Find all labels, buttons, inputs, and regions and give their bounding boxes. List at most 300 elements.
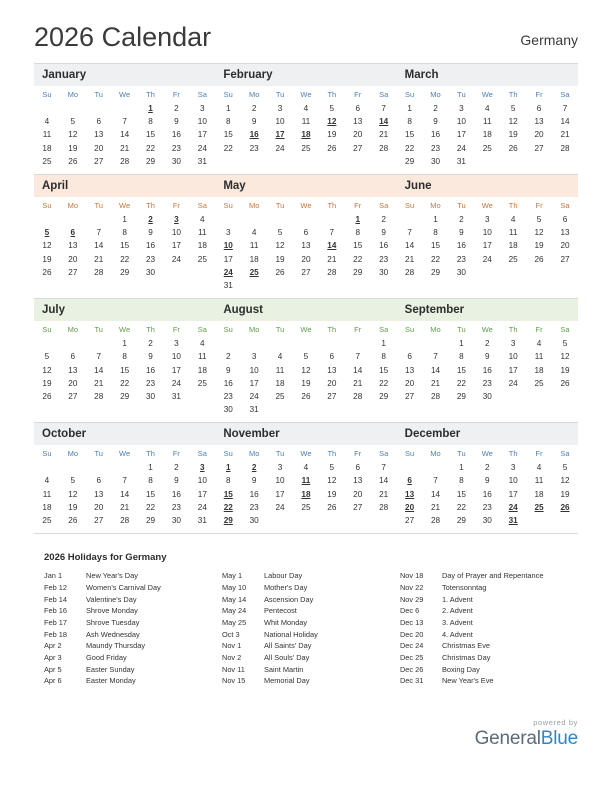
weekday-header: Mo [430,200,441,210]
day-cell: 11 [534,476,544,486]
day-cell: 21 [430,502,441,512]
list-item [400,617,578,629]
day-cell: 17 [197,489,207,499]
week-row [215,213,396,226]
day-cell-empty [34,337,60,350]
month-name: April [34,175,215,197]
holiday-name: Pentecost [263,606,297,616]
list-item [222,582,400,594]
day-cell: 18 [249,254,259,264]
day-cell: 13 [94,130,104,140]
day-cell: 28 [405,267,415,277]
day-cell: 25 [301,502,311,512]
week-row [215,488,396,501]
day-cell: 28 [120,156,130,166]
day-cell: 18 [197,241,207,251]
day-cell: 2 [251,463,257,473]
day-cell: 6 [70,352,76,362]
day-cell: 3 [277,104,283,114]
day-cell: 16 [171,130,181,140]
day-cell: 16 [482,489,492,499]
day-cell: 21 [327,254,337,264]
day-cell-empty [500,266,526,279]
day-cell: 6 [355,104,360,114]
day-cell: 4 [200,215,205,225]
week-row [34,115,215,128]
day-cell: 10 [482,228,492,238]
holiday-date: Dec 31 [399,676,424,686]
day-cell-empty [319,514,345,527]
list-item [400,652,578,664]
day-cell: 8 [407,117,412,127]
month-table [397,323,578,403]
week-row [397,514,578,527]
day-cell: 9 [174,117,179,127]
day-cell: 28 [430,391,441,401]
weekday-header: Th [146,90,155,99]
day-cell: 19 [327,130,337,140]
week-row [215,128,396,141]
weekday-header: Fr [172,200,180,210]
weekday-header: Th [327,325,337,335]
day-cell: 21 [405,254,415,264]
week-row [34,474,215,487]
powered-by-label: powered by [533,718,578,727]
day-cell: 26 [42,267,52,277]
month-name: July [34,299,215,321]
day-cell: 28 [94,391,104,401]
month-name: September [397,299,578,321]
day-cell: 10 [223,241,233,251]
quarter-row [34,174,578,298]
day-cell: 18 [275,378,285,388]
holiday-date: Dec 20 [399,629,424,639]
day-cell: 23 [482,378,492,388]
day-cell: 16 [249,130,259,140]
weekday-header: Tu [457,200,466,210]
holiday-date: Nov 22 [399,582,424,592]
day-cell: 28 [94,267,104,277]
day-cell: 26 [508,143,518,153]
week-row [34,390,215,403]
day-cell: 7 [407,228,412,238]
holiday-date: Nov 11 [221,664,245,674]
holiday-name: Easter Monday [86,676,136,686]
weekday-header: We [481,200,493,210]
day-cell: 17 [171,241,181,251]
week-row [215,461,396,474]
day-cell: 13 [301,241,311,251]
month-block [215,64,396,174]
week-row [397,390,578,403]
day-cell: 29 [379,391,389,401]
day-cell: 22 [223,502,233,512]
day-cell-empty [86,461,112,474]
day-cell: 25 [275,391,285,401]
weekday-header: Sa [379,90,389,99]
week-row [215,142,396,155]
day-cell: 30 [171,156,181,166]
month-table [215,323,396,416]
week-row [215,226,396,239]
day-cell: 16 [456,241,466,251]
day-cell: 12 [68,130,78,140]
day-cell: 1 [459,339,464,349]
weekday-header: Mo [67,90,79,99]
day-cell: 18 [534,489,544,499]
day-cell: 29 [430,267,441,277]
day-cell: 26 [275,267,285,277]
day-cell-empty [267,213,293,226]
day-cell: 27 [94,516,104,526]
day-cell: 19 [560,489,570,499]
week-row [397,102,578,115]
day-cell-empty [526,155,552,168]
day-cell: 31 [197,156,207,166]
weekday-header: Mo [67,449,79,459]
day-cell: 16 [249,489,259,499]
day-cell: 29 [353,267,363,277]
day-cell: 29 [223,516,233,526]
weekday-header: Su [42,325,52,335]
day-cell: 31 [456,156,466,166]
day-cell-empty [423,461,449,474]
day-cell: 14 [430,489,441,499]
day-cell: 22 [456,502,466,512]
day-cell: 6 [536,104,542,114]
holiday-date: Apr 2 [44,641,62,651]
day-cell: 13 [353,476,363,486]
day-cell: 6 [562,215,568,225]
week-row [397,115,578,128]
holiday-date: Nov 2 [221,652,242,662]
holiday-date: Nov 1 [221,641,242,651]
weekday-header: Fr [172,449,180,459]
day-cell: 4 [44,476,50,486]
holiday-name: 4. Advent [441,629,473,639]
day-cell: 5 [44,228,50,238]
list-item [44,582,222,594]
day-cell: 29 [120,391,130,401]
weekday-header: Su [405,200,415,210]
holiday-name: 2. Advent [441,606,473,616]
holiday-column [400,570,578,687]
day-cell-empty [500,390,526,403]
day-cell: 12 [68,489,78,499]
week-row [397,239,578,252]
holiday-date: Dec 13 [399,617,424,627]
month-table [397,447,578,527]
day-cell: 1 [355,215,360,225]
week-row [397,266,578,279]
calendar-grid [34,63,578,534]
day-cell: 11 [198,228,207,238]
weekday-header: Sa [560,325,570,335]
weekday-header: Mo [248,325,260,335]
day-cell: 4 [200,339,205,349]
day-cell: 1 [459,463,464,473]
weekday-header: Fr [354,449,362,459]
day-cell-empty [552,266,578,279]
weekday-header: Sa [379,200,389,210]
day-cell: 18 [301,489,311,499]
day-cell: 26 [534,254,544,264]
day-cell: 30 [482,391,492,401]
holiday-date: Feb 12 [44,582,68,592]
day-cell: 10 [275,117,285,127]
day-cell-empty [500,155,526,168]
weekday-header: Fr [354,200,362,210]
weekday-header: Su [42,200,52,210]
week-row [397,337,578,350]
day-cell: 22 [145,502,156,512]
list-item [44,640,222,652]
week-row [215,363,396,376]
day-cell: 3 [251,352,257,362]
day-cell: 25 [197,378,207,388]
weekday-header: Fr [535,200,543,210]
weekday-header: We [119,90,131,99]
holiday-name: 1. Advent [441,594,473,604]
day-cell: 18 [197,365,207,375]
day-cell: 4 [251,228,257,238]
day-cell: 1 [148,104,153,114]
day-cell: 8 [381,352,386,362]
day-cell: 10 [171,352,181,362]
holiday-name: Maundy Thursday [86,641,146,651]
holiday-name: Shrove Tuesday [86,617,140,627]
day-cell: 11 [198,352,207,362]
day-cell: 8 [459,352,464,362]
list-item [222,617,400,629]
day-cell: 21 [120,143,130,153]
day-cell: 20 [405,378,415,388]
day-cell-empty [371,403,397,416]
day-cell: 12 [42,241,52,251]
day-cell: 21 [379,130,389,140]
day-cell: 6 [407,352,412,362]
weekday-header: We [300,325,312,335]
day-cell: 19 [534,241,544,251]
week-row [215,474,396,487]
holiday-date: Nov 18 [399,571,424,581]
weekday-header: Sa [197,200,207,210]
week-row [34,226,215,239]
day-cell: 4 [536,339,542,349]
weekday-header: Tu [275,200,285,210]
day-cell: 21 [120,502,130,512]
day-cell: 24 [197,502,207,512]
week-row [397,213,578,226]
weekday-header: Fr [535,449,543,459]
week-row [34,266,215,279]
month-name: December [397,423,578,445]
day-cell-empty [345,279,371,292]
day-cell: 14 [94,365,104,375]
week-row [34,501,215,514]
day-cell: 27 [94,156,104,166]
week-row [34,155,215,168]
day-cell: 6 [96,117,101,127]
day-cell: 24 [275,143,285,153]
holiday-name: Labour Day [263,571,303,581]
holidays-title: 2026 Holidays for Germany [44,552,167,564]
day-cell: 5 [536,215,542,225]
day-cell: 25 [534,378,544,388]
day-cell: 26 [68,516,78,526]
day-cell: 11 [275,365,285,375]
day-cell: 15 [145,489,156,499]
month-name: October [34,423,215,445]
day-cell-empty [474,266,500,279]
day-cell-empty [112,102,138,115]
day-cell-empty [345,337,371,350]
week-row [397,142,578,155]
month-block [215,299,396,422]
day-cell: 2 [251,104,257,114]
day-cell: 30 [482,516,492,526]
day-cell: 19 [42,254,52,264]
day-cell: 6 [355,463,360,473]
day-cell-empty [526,266,552,279]
day-cell: 24 [171,254,181,264]
day-cell: 16 [379,241,389,251]
weekday-header: Th [508,325,518,335]
day-cell: 17 [275,489,285,499]
day-cell: 29 [456,391,466,401]
list-item [222,664,400,676]
day-cell: 9 [433,117,438,127]
weekday-header: Fr [535,90,543,99]
weekday-header: Tu [94,90,103,99]
day-cell: 5 [329,104,335,114]
month-block [34,299,215,422]
day-cell-empty [371,514,397,527]
weekday-header: Fr [172,325,180,335]
list-item [400,640,578,652]
weekday-header: Sa [560,200,570,210]
day-cell: 16 [171,489,181,499]
week-row [34,213,215,226]
day-cell: 29 [145,516,156,526]
week-row [34,461,215,474]
day-cell: 14 [353,365,363,375]
day-cell: 25 [197,254,207,264]
day-cell: 1 [225,463,231,473]
day-cell-empty [267,279,293,292]
holiday-name: Boxing Day [441,664,480,674]
day-cell-empty [60,461,86,474]
day-cell: 30 [145,391,156,401]
day-cell: 2 [459,215,464,225]
day-cell: 18 [482,130,492,140]
day-cell-empty [60,102,86,115]
day-cell: 2 [148,339,153,349]
day-cell: 23 [249,143,259,153]
day-cell: 5 [44,352,50,362]
day-cell: 25 [534,502,544,512]
month-table [215,88,396,155]
day-cell-empty [215,213,241,226]
day-cell: 1 [122,215,127,225]
week-row [215,115,396,128]
day-cell: 7 [562,104,568,114]
holiday-name: New Year's Eve [441,676,494,686]
day-cell-empty [423,337,449,350]
day-cell: 5 [303,352,309,362]
footer-branding [475,718,578,750]
day-cell: 9 [484,476,490,486]
day-cell: 1 [381,339,386,349]
day-cell: 7 [329,228,335,238]
day-cell: 19 [301,378,311,388]
day-cell: 20 [327,378,337,388]
day-cell: 28 [327,267,337,277]
day-cell: 18 [42,143,52,153]
day-cell: 3 [277,463,283,473]
holiday-name: Christmas Eve [441,641,491,651]
weekday-header: Sa [197,90,207,99]
week-row [34,363,215,376]
week-row [215,253,396,266]
holiday-date: Dec 25 [399,652,424,662]
day-cell: 16 [145,365,156,375]
day-cell: 24 [482,254,492,264]
weekday-header: Fr [354,90,362,99]
list-item [222,675,400,687]
holiday-name: All Saints' Day [263,641,312,651]
list-item [400,582,578,594]
day-cell: 19 [327,489,337,499]
day-cell: 7 [433,352,438,362]
day-cell: 25 [482,143,492,153]
day-cell: 10 [249,365,259,375]
day-cell: 1 [122,339,127,349]
weekday-header: Mo [67,325,79,335]
weekday-header: Tu [94,325,103,335]
day-cell: 13 [68,365,78,375]
day-cell: 2 [381,215,386,225]
week-row [397,253,578,266]
day-cell: 15 [223,489,233,499]
day-cell: 27 [405,516,415,526]
weekday-header: Tu [457,90,466,99]
day-cell: 21 [94,254,104,264]
day-cell: 13 [68,241,78,251]
list-item [222,652,400,664]
weekday-header: Tu [457,449,466,459]
day-cell: 30 [379,267,389,277]
month-name: June [397,175,578,197]
day-cell: 28 [560,143,570,153]
list-item [400,629,578,641]
week-row [397,363,578,376]
day-cell-empty [474,155,500,168]
holiday-date: Nov 29 [399,594,424,604]
day-cell: 5 [562,339,568,349]
day-cell: 28 [379,502,389,512]
holiday-name: Memorial Day [263,676,310,686]
weekday-header: Tu [94,449,103,459]
list-item [400,605,578,617]
day-cell: 29 [456,516,466,526]
day-cell: 19 [275,254,285,264]
holiday-date: Dec 26 [399,664,424,674]
week-row [34,377,215,390]
day-cell: 7 [381,463,386,473]
day-cell: 13 [353,117,363,127]
day-cell-empty [189,266,215,279]
